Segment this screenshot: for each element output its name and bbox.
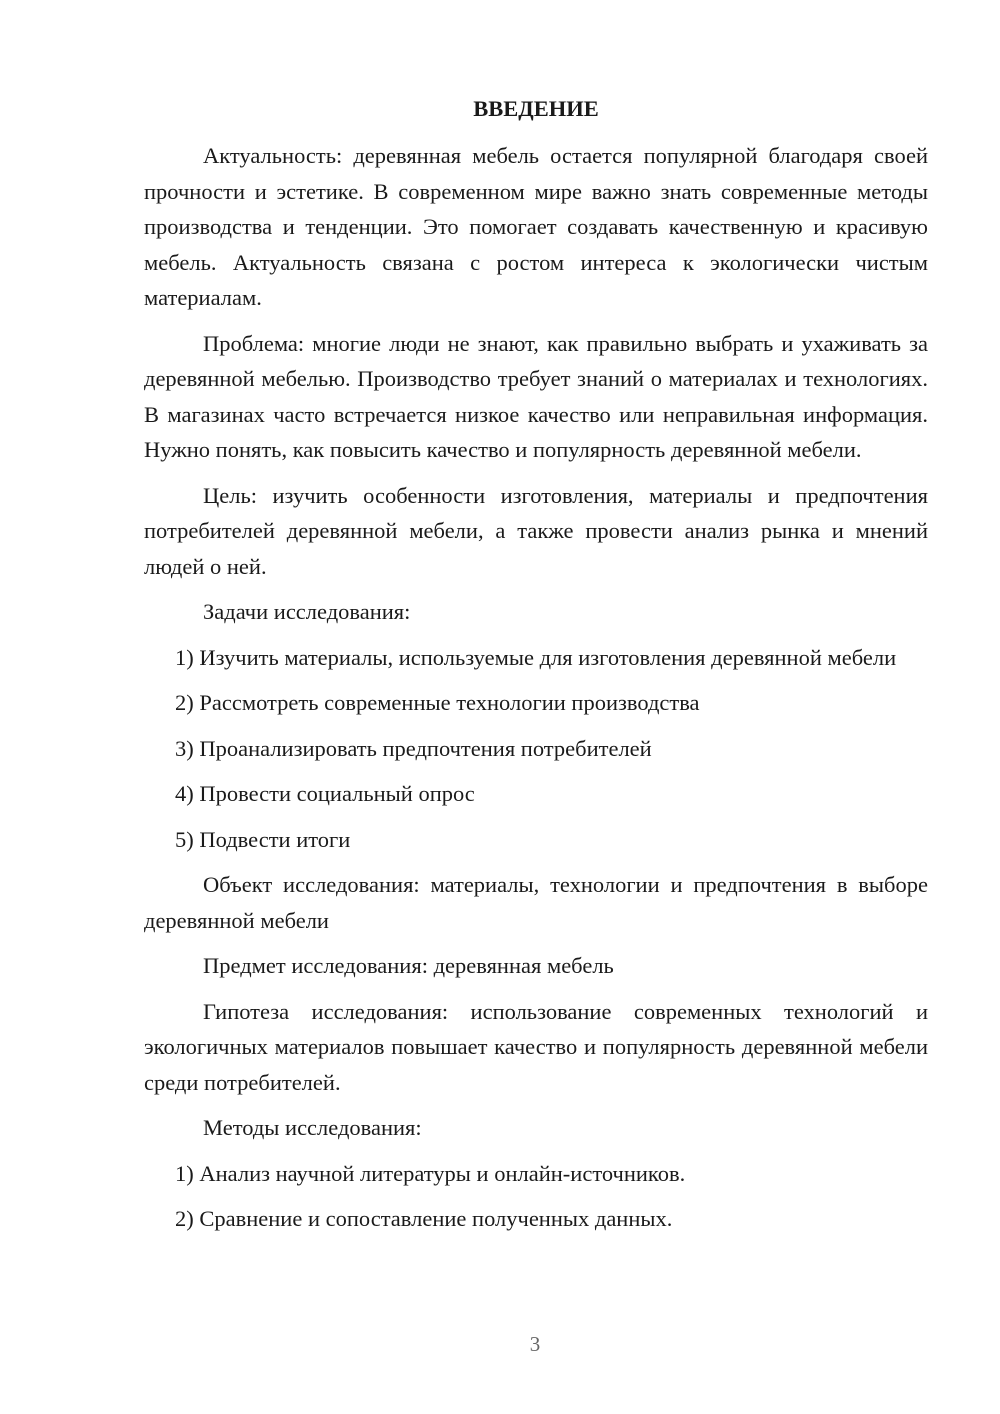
tasks-heading: Задачи исследования: — [203, 599, 411, 624]
page-title: ВВЕДЕНИЕ — [473, 96, 599, 121]
hypothesis-paragraph: Гипотеза исследования: использование современных технологий и экологичных материалов повышает качество и популярность деревянной мебели среди потребителей. — [144, 998, 928, 1095]
problem-paragraph: Проблема: многие люди не знают, как правильно выбрать и ухаживать за деревянной мебелью. Производство требует знаний о материалах и технологиях. В магазинах часто встречается низкое качество или неправильная информация. Нужно понять, как повысить качество и популярность деревянной мебели. — [144, 330, 928, 462]
goal-paragraph: Цель: изучить особенности изготовления, материалы и предпочтения потребителей деревянной мебели, а также провести анализ рынка и мнений людей о ней. — [144, 482, 928, 579]
object-paragraph: Объект исследования: материалы, технологии и предпочтения в выборе деревянной мебели — [144, 872, 928, 933]
page-number: 3 — [529, 1332, 541, 1356]
task-item-2: 2) Рассмотреть современные технологии производства — [175, 690, 700, 715]
task-item-1: 1) Изучить материалы, используемые для изготовления деревянной мебели — [175, 644, 897, 670]
task-item-4: 4) Провести социальный опрос — [175, 781, 475, 806]
method-item-2: 2) Сравнение и сопоставление полученных данных. — [175, 1206, 673, 1231]
methods-heading: Методы исследования: — [203, 1115, 422, 1140]
document-page — [144, 94, 928, 1247]
method-item-1: 1) Анализ научной литературы и онлайн-источников. — [175, 1160, 686, 1186]
relevance-paragraph: Актуальность: деревянная мебель остается популярной благодаря своей прочности и эстетике. В современном мире важно знать современные методы производства и тенденции. Это помогает создавать качественную и красивую мебель. Актуальность связана с ростом интереса к экологически чистым материалам. — [144, 143, 928, 310]
task-item-3: 3) Проанализировать предпочтения потребителей — [175, 735, 652, 761]
subject-paragraph: Предмет исследования: деревянная мебель — [203, 953, 614, 978]
task-item-5: 5) Подвести итоги — [175, 826, 351, 852]
